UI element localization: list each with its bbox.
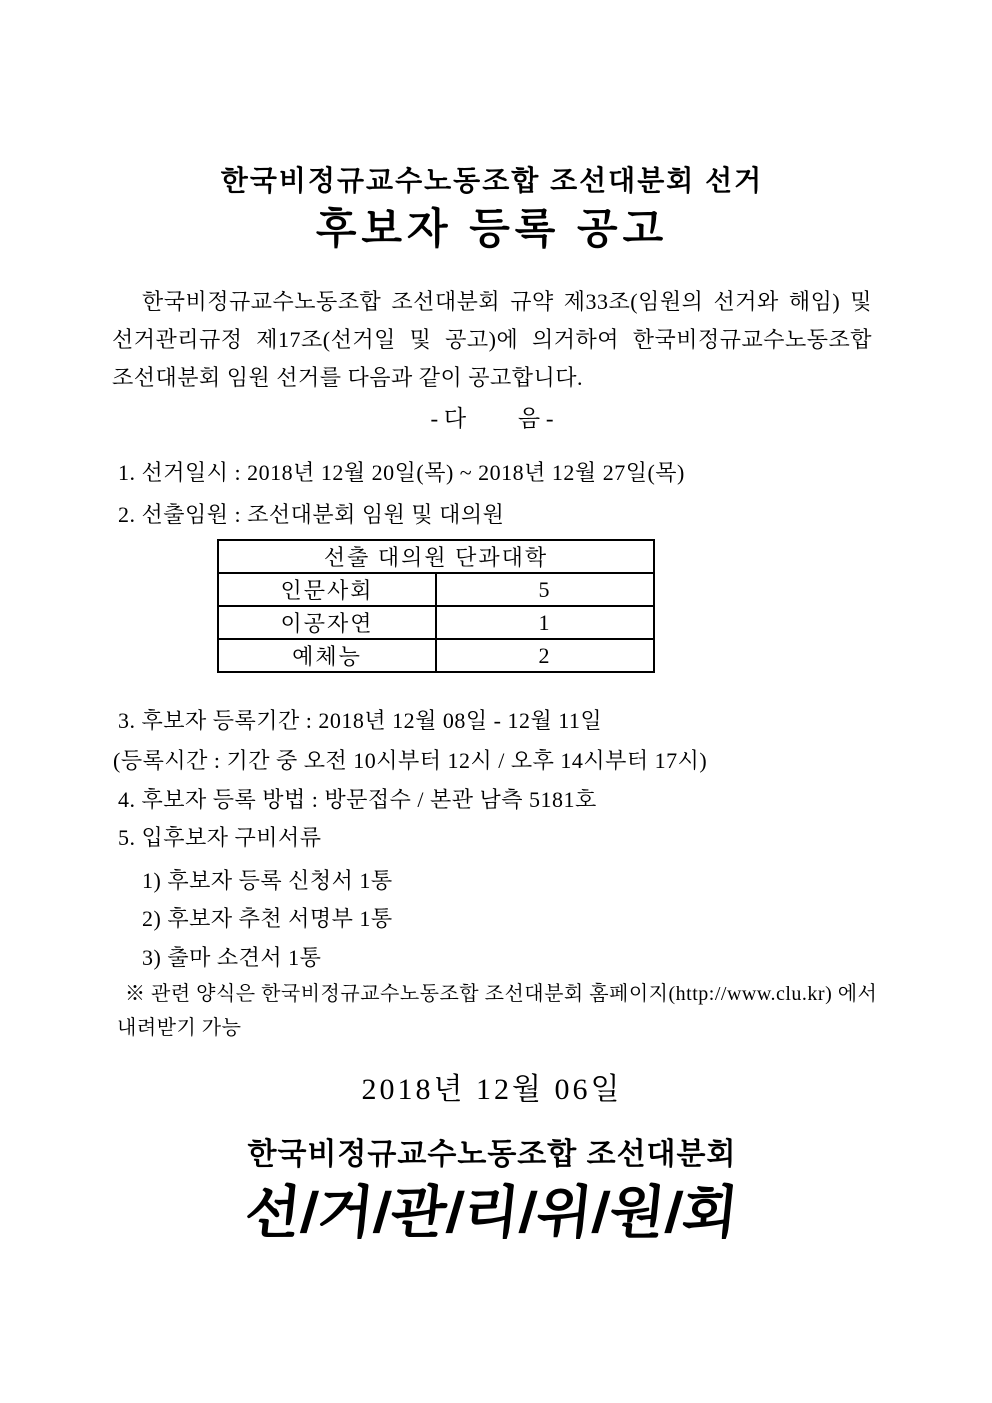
item-required-documents: 5. 입후보자 구비서류 xyxy=(118,825,322,850)
document-title: 후보자 등록 공고 xyxy=(315,205,669,252)
delegate-count: 2 xyxy=(436,639,654,672)
required-doc-statement: 3) 출마 소견서 1통 xyxy=(142,945,322,970)
college-name: 인문사회 xyxy=(218,573,436,606)
table-header-row xyxy=(218,540,654,573)
document-date: 2018년 12월 06일 xyxy=(361,1073,623,1106)
footer-election-committee: 선/거/관/리/위/원/회 xyxy=(241,1181,743,1245)
college-name: 예체능 xyxy=(218,639,436,672)
college-name: 이공자연 xyxy=(218,606,436,639)
item-election-date: 1. 선거일시 : 2018년 12월 20일(목) ~ 2018년 12월 27일(목) xyxy=(118,460,685,485)
required-doc-application: 1) 후보자 등록 신청서 1통 xyxy=(142,868,393,893)
table-row xyxy=(218,573,654,606)
note-download-line2: 내려받기 가능 xyxy=(117,1017,242,1039)
daeum-separator: - 다 음 - xyxy=(430,406,554,431)
table-row xyxy=(218,606,654,639)
intro-paragraph: 한국비정규교수노동조합 조선대분회 규약 제33조(임원의 선거와 해임) 및 선거관리규정 제17조(선거일 및 공고)에 의거하여 한국비정규교수노동조합 조선대분회 임원 선거를 다음과 같이 공고합니다. xyxy=(112,289,872,390)
item-elected-officers: 2. 선출임원 : 조선대분회 임원 및 대의원 xyxy=(118,502,505,527)
delegate-count: 5 xyxy=(436,573,654,606)
table-row xyxy=(218,639,654,672)
required-doc-recommendation: 2) 후보자 추천 서명부 1통 xyxy=(142,906,393,931)
footer-organization: 한국비정규교수노동조합 조선대분회 xyxy=(247,1138,737,1171)
item-registration-method: 4. 후보자 등록 방법 : 방문접수 / 본관 남측 5181호 xyxy=(118,787,597,812)
document-supertitle: 한국비정규교수노동조합 조선대분회 선거 xyxy=(220,165,764,196)
note-download-line1: ※ 관련 양식은 한국비정규교수노동조합 조선대분회 홈페이지(http://www.clu.kr) 에서 xyxy=(125,983,878,1005)
delegate-count: 1 xyxy=(436,606,654,639)
delegate-count-table xyxy=(217,539,655,673)
item-registration-hours: (등록시간 : 기간 중 오전 10시부터 12시 / 오후 14시부터 17시) xyxy=(113,748,708,773)
table-header: 선출 대의원 단과대학 xyxy=(218,540,654,573)
item-registration-period: 3. 후보자 등록기간 : 2018년 12월 08일 - 12월 11일 xyxy=(118,708,603,733)
